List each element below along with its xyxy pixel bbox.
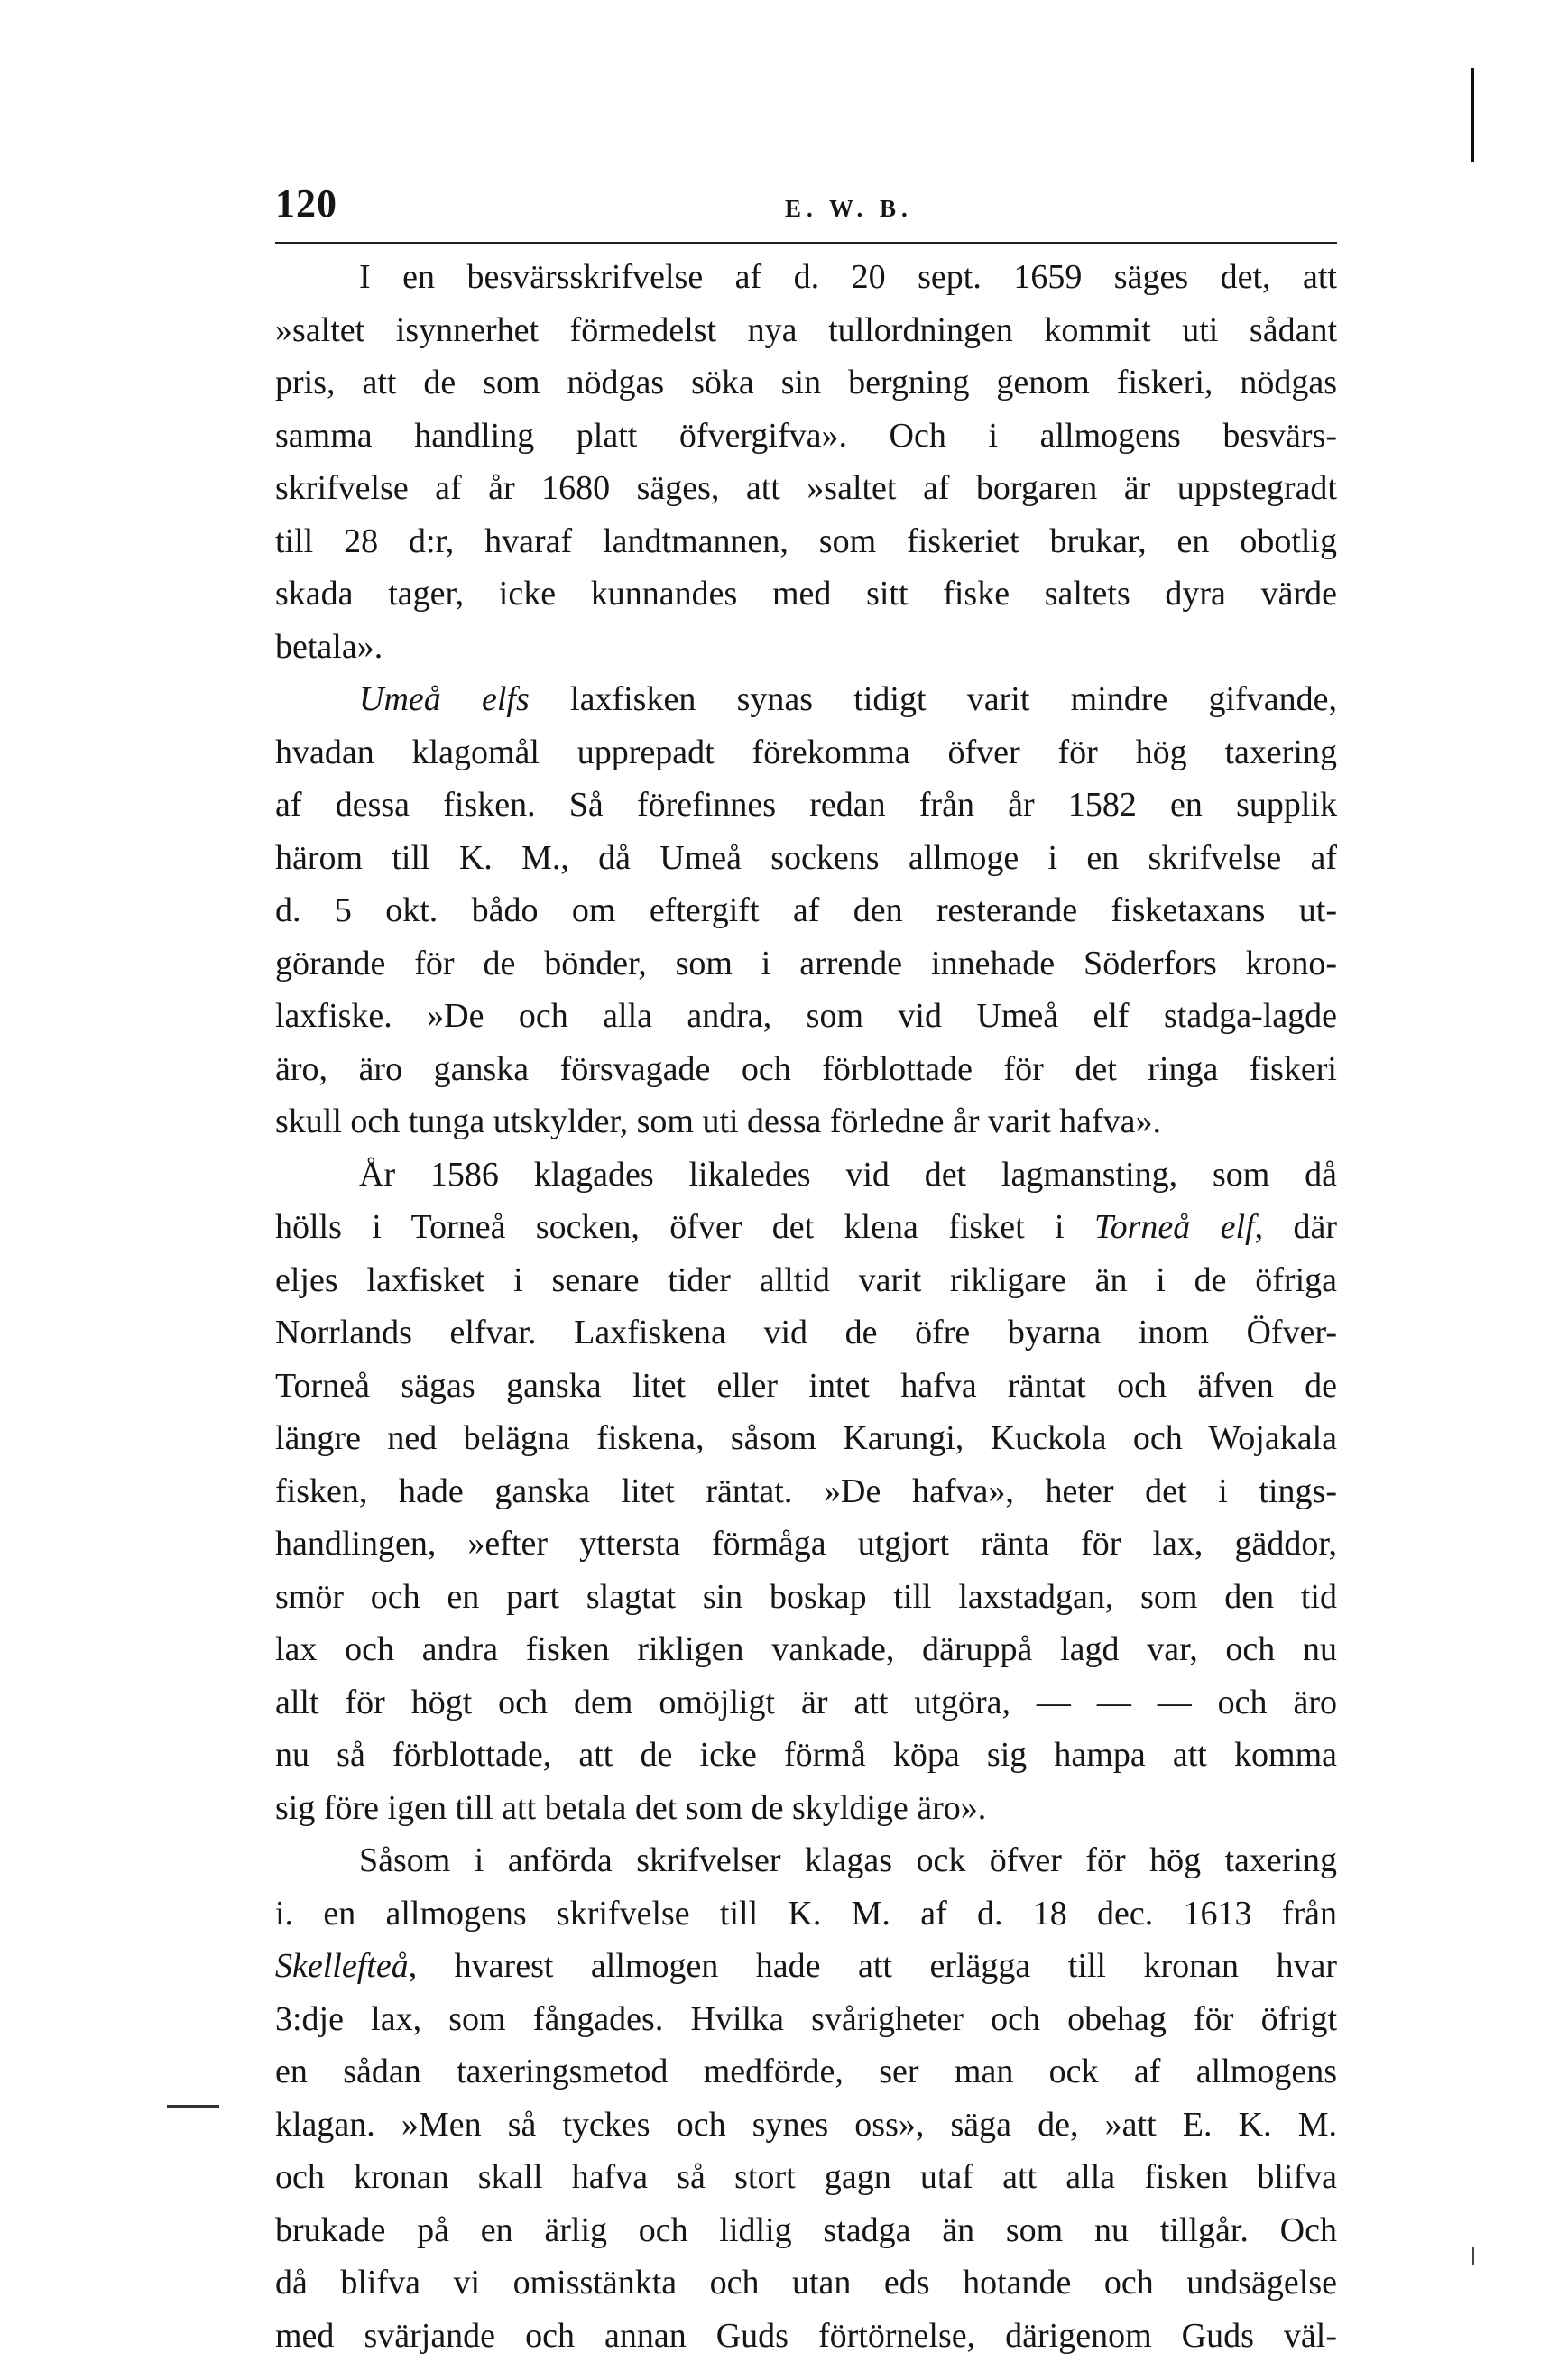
text-line: i. en allmogens skrifvelse till K. M. af d. 18 dec. 1613 från — [275, 1887, 1337, 1941]
text-line: skada tager, icke kunnandes med sitt fiske saltets dyra värde — [275, 567, 1337, 621]
text-line: en sådan taxeringsmetod medförde, ser man ock af allmogens — [275, 2045, 1337, 2099]
text-line: smör och en part slagtat sin boskap till laxstadgan, som den tid — [275, 1571, 1337, 1624]
text-line: längre ned belägna fiskena, såsom Karungi, Kuckola och Wojakala — [275, 1412, 1337, 1465]
text-line: År 1586 klagades likaledes vid det lagmansting, som då — [275, 1149, 1337, 1202]
text-line: af dessa fisken. Så förefinnes redan från år 1582 en supplik — [275, 779, 1337, 832]
text-line: sig före igen till att betala det som de skyldige äro». — [275, 1782, 1337, 1835]
text-line: brukade på en ärlig och lidlig stadga än som nu tillgår. Och — [275, 2204, 1337, 2257]
page-number: 120 — [275, 180, 337, 226]
scan-edge-mark — [1471, 68, 1474, 162]
header-rule — [275, 242, 1337, 244]
italic-place-name: Umeå elfs — [359, 680, 530, 718]
scan-edge-mark-bottom — [1472, 2247, 1474, 2265]
text-line: äro, äro ganska försvagade och förblottade för det ringa fiskeri — [275, 1043, 1337, 1096]
text-line: och kronan skall hafva så stort gagn utaf att alla fisken blifva — [275, 2151, 1337, 2204]
text-line: hvadan klagomål upprepadt förekomma öfver för hög taxering — [275, 726, 1337, 780]
text-line: hölls i Torneå socken, öfver det klena fisket i Torneå elf, där — [275, 1201, 1337, 1254]
text-line: »saltet isynnerhet förmedelst nya tullordningen kommit uti sådant — [275, 304, 1337, 357]
text-line: lax och andra fisken rikligen vankade, däruppå lagd var, och nu — [275, 1623, 1337, 1676]
text-line: skull och tunga utskylder, som uti dessa förledne år varit hafva». — [275, 1095, 1337, 1149]
text-line: pris, att de som nödgas söka sin bergning genom fiskeri, nödgas — [275, 356, 1337, 410]
text-line: I en besvärsskrifvelse af d. 20 sept. 1659 säges det, att — [275, 251, 1337, 304]
text-line: med svärjande och annan Guds förtörnelse, därigenom Guds väl- — [275, 2310, 1337, 2362]
text-line: allt för högt och dem omöjligt är att utgöra, — — — och äro — [275, 1676, 1337, 1730]
scan-edge-dash — [167, 2105, 219, 2108]
italic-place-name: Torneå elf — [1094, 1208, 1255, 1246]
text-line: handlingen, »efter yttersta förmåga utgjort ränta för lax, gäddor, — [275, 1518, 1337, 1571]
text-line: laxfiske. »De och alla andra, som vid Umeå elf stadga-lagde — [275, 990, 1337, 1043]
text-line: fisken, hade ganska litet räntat. »De hafva», heter det i tings- — [275, 1465, 1337, 1518]
text-line: Norrlands elfvar. Laxfiskena vid de öfre byarna inom Öfver- — [275, 1306, 1337, 1360]
text-line: Torneå sägas ganska litet eller intet hafva räntat och äfven de — [275, 1360, 1337, 1413]
text-line: eljes laxfisket i senare tider alltid varit rikligare än i de öfriga — [275, 1254, 1337, 1307]
text-line: 3:dje lax, som fångades. Hvilka svårigheter och obehag för öfrigt — [275, 1993, 1337, 2046]
text-line: Skellefteå, hvarest allmogen hade att erlägga till kronan hvar — [275, 1940, 1337, 1993]
text-line: samma handling platt öfvergifva». Och i allmogens besvärs- — [275, 410, 1337, 463]
italic-place-name: Skellefteå — [275, 1947, 409, 1985]
text-line: då blifva vi omisstänkta och utan eds hotande och undsägelse — [275, 2256, 1337, 2310]
text-line: skrifvelse af år 1680 säges, att »saltet af borgaren är uppstegradt — [275, 462, 1337, 515]
text-line: Umeå elfs laxfisken synas tidigt varit mindre gifvande, — [275, 673, 1337, 726]
text-line: Såsom i anförda skrifvelser klagas ock öfver för hög taxering — [275, 1834, 1337, 1887]
text-line: betala». — [275, 621, 1337, 674]
text-line: nu så förblottade, att de icke förmå köpa sig hampa att komma — [275, 1729, 1337, 1782]
text-line: d. 5 okt. bådo om eftergift af den resterande fisketaxans ut- — [275, 884, 1337, 937]
text-line: görande för de bönder, som i arrende innehade Söderfors krono- — [275, 937, 1337, 991]
text-line: härom till K. M., då Umeå sockens allmoge i en skrifvelse af — [275, 832, 1337, 885]
running-head: E. W. B. — [785, 195, 913, 223]
text-line: klagan. »Men så tyckes och synes oss», säga de, »att E. K. M. — [275, 2099, 1337, 2152]
body-text — [275, 251, 1337, 2362]
text-line: till 28 d:r, hvaraf landtmannen, som fiskeriet brukar, en obotlig — [275, 515, 1337, 568]
